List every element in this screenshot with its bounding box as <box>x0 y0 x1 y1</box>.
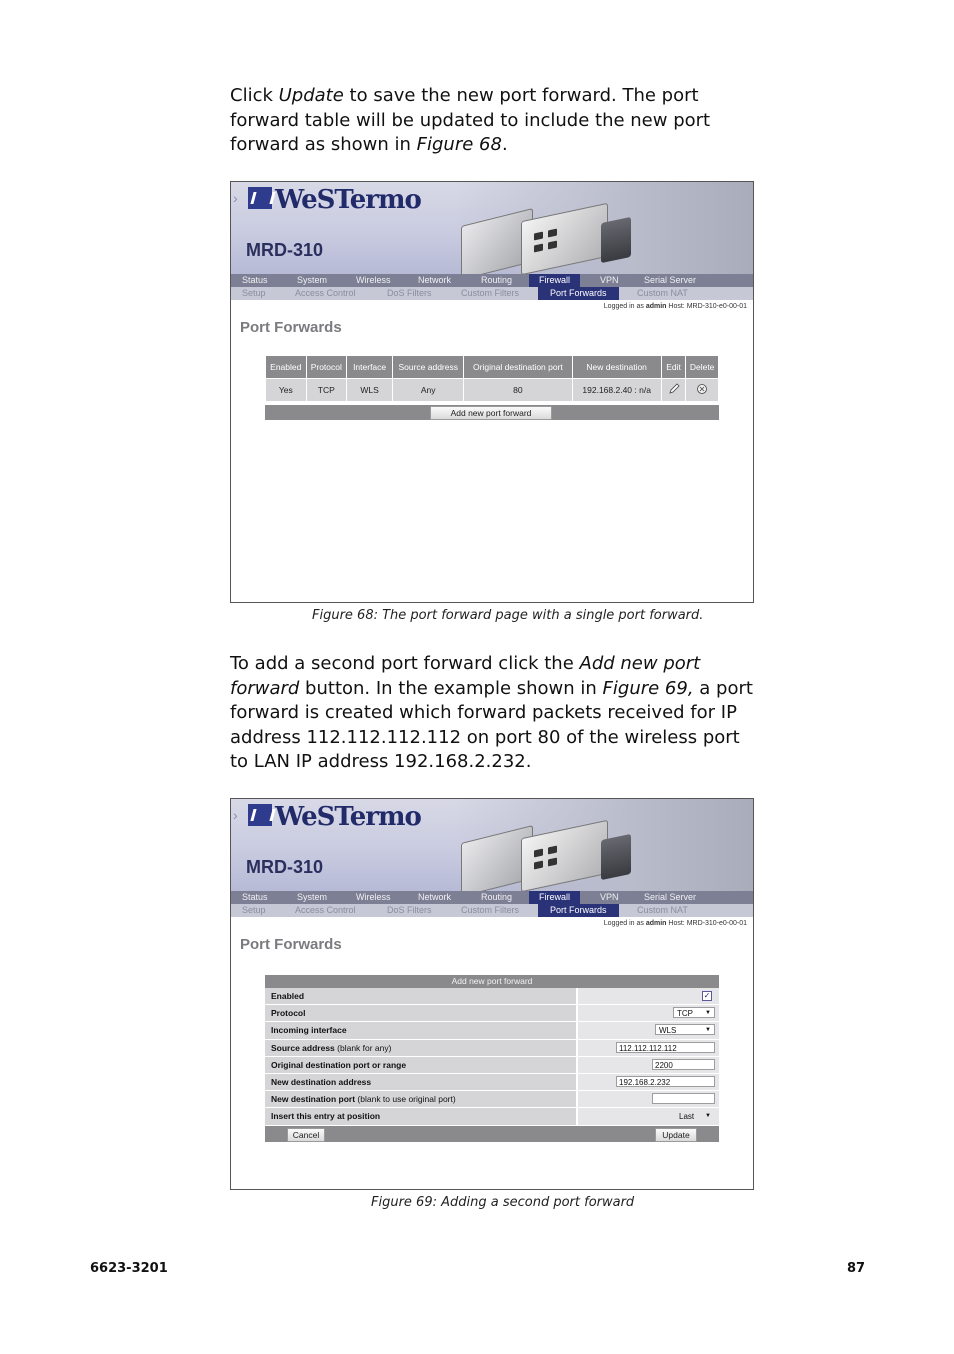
subnav-port-forwards[interactable]: Port Forwards <box>538 904 619 917</box>
nav-network[interactable]: Network <box>418 275 452 285</box>
form-row-source-address <box>265 1040 719 1057</box>
westermo-logo-icon <box>248 187 272 209</box>
nav-system[interactable]: System <box>297 275 328 285</box>
field-hint: (blank for any) <box>334 1042 392 1053</box>
figure-68-caption: Figure 68: The port forward page with a single port forward. <box>312 608 704 623</box>
intro-paragraph: Click Update to save the new port forward. The port forward table will be updated to include the new port forward as shown in Figure 68. <box>230 85 711 155</box>
figure-68-screenshot <box>230 181 754 603</box>
form-row-new-destination-port <box>265 1091 719 1108</box>
col-source-address: Source address <box>393 356 464 379</box>
nav-routing[interactable]: Routing <box>481 275 513 285</box>
nav-firewall[interactable]: Firewall <box>529 891 580 904</box>
cell-interface: WLS <box>347 379 393 402</box>
col-interface: Interface <box>347 356 393 379</box>
subnav-access-control[interactable]: Access Control <box>295 905 356 915</box>
col-original-destination-port: Original destination port <box>464 356 572 379</box>
login-status: Logged in as admin Host: MRD-310-e0-00-01 <box>603 920 747 927</box>
banner <box>231 182 753 274</box>
nav-serial-server[interactable]: Serial Server <box>644 892 697 902</box>
model-name: MRD-310 <box>246 240 324 260</box>
nav-vpn[interactable]: VPN <box>600 892 619 902</box>
source-address-input[interactable]: 112.112.112.112 <box>616 1042 715 1053</box>
subnav-custom-nat[interactable]: Custom NAT <box>637 905 688 915</box>
cell-enabled: Yes <box>266 379 307 402</box>
protocol-select[interactable]: TCP ▼ <box>673 1007 715 1018</box>
westermo-logo-icon <box>248 804 272 826</box>
nav-firewall[interactable]: Firewall <box>529 274 580 287</box>
field-label: New destination address <box>271 1076 372 1087</box>
add-new-port-forward-button[interactable]: Add new port forward <box>430 406 552 420</box>
update-button[interactable]: Update <box>655 1128 697 1142</box>
field-label: New destination port <box>271 1094 356 1105</box>
field-label: Incoming interface <box>271 1025 347 1036</box>
col-new-destination: New destination <box>572 356 661 379</box>
col-protocol: Protocol <box>306 356 347 379</box>
subnav-custom-filters[interactable]: Custom Filters <box>461 905 520 915</box>
figure-69-screenshot <box>230 798 754 1190</box>
form-row-insert-position <box>265 1108 719 1125</box>
subnav-dos-filters[interactable]: DoS Filters <box>387 905 432 915</box>
cell-original-destination-port: 80 <box>464 379 572 402</box>
chevron-down-icon: ▼ <box>705 1010 711 1017</box>
cell-protocol: TCP <box>306 379 347 402</box>
figure-69-caption: Figure 69: Adding a second port forward <box>371 1195 635 1210</box>
subnav-access-control[interactable]: Access Control <box>295 288 356 298</box>
sub-nav <box>231 287 753 300</box>
model-name: MRD-310 <box>246 857 324 877</box>
subnav-dos-filters[interactable]: DoS Filters <box>387 288 432 298</box>
position-select[interactable]: Last ▼ <box>679 1112 711 1122</box>
original-destination-port-input[interactable]: 2200 <box>652 1059 715 1070</box>
form-row-new-destination-address <box>265 1074 719 1091</box>
field-hint: (blank to use original port) <box>355 1094 456 1105</box>
field-label: Protocol <box>271 1008 306 1019</box>
sub-nav <box>231 904 753 917</box>
login-status: Logged in as admin Host: MRD-310-e0-00-01 <box>603 303 747 310</box>
page-title: Port Forwards <box>240 936 342 953</box>
field-label: Source address <box>271 1042 335 1053</box>
form-row-incoming-interface <box>265 1022 719 1039</box>
nav-status[interactable]: Status <box>242 892 268 902</box>
col-enabled: Enabled <box>266 356 307 379</box>
chevron-down-icon: ▼ <box>705 1027 711 1034</box>
nav-serial-server[interactable]: Serial Server <box>644 275 697 285</box>
edit-icon[interactable] <box>661 379 685 402</box>
document-number: 6623-3201 <box>90 1261 168 1276</box>
table-row <box>266 379 719 402</box>
cell-source-address: Any <box>393 379 464 402</box>
col-delete: Delete <box>686 356 719 379</box>
nav-system[interactable]: System <box>297 892 328 902</box>
logo: WeSTermo <box>275 185 421 215</box>
cell-new-destination: 192.168.2.40 : n/a <box>572 379 661 402</box>
subnav-setup[interactable]: Setup <box>242 288 266 298</box>
nav-wireless[interactable]: Wireless <box>356 892 391 902</box>
nav-wireless[interactable]: Wireless <box>356 275 391 285</box>
form-footer <box>265 1126 719 1142</box>
new-destination-port-input[interactable] <box>652 1093 715 1104</box>
subnav-custom-filters[interactable]: Custom Filters <box>461 288 520 298</box>
form-row-enabled <box>265 988 719 1005</box>
main-nav <box>231 891 753 904</box>
new-destination-address-input[interactable]: 192.168.2.232 <box>616 1076 715 1087</box>
interface-select[interactable]: WLS ▼ <box>655 1024 715 1035</box>
page-number: 87 <box>847 1261 866 1276</box>
logo: WeSTermo <box>275 802 421 832</box>
form-row-protocol <box>265 1005 719 1022</box>
field-label: Insert this entry at position <box>271 1111 381 1122</box>
port-forward-table <box>265 355 719 402</box>
device-image <box>601 834 631 880</box>
chevron-icon: › <box>233 190 238 206</box>
subnav-custom-nat[interactable]: Custom NAT <box>637 288 688 298</box>
subnav-port-forwards[interactable]: Port Forwards <box>538 287 619 300</box>
device-image <box>601 217 631 263</box>
subnav-setup[interactable]: Setup <box>242 905 266 915</box>
form-row-original-destination-port <box>265 1057 719 1074</box>
nav-routing[interactable]: Routing <box>481 892 513 902</box>
col-edit: Edit <box>661 356 685 379</box>
table-footer-bar <box>265 405 719 420</box>
enabled-checkbox[interactable]: ✓ <box>703 991 711 1000</box>
delete-icon[interactable] <box>686 379 719 402</box>
chevron-down-icon: ▼ <box>705 1113 711 1120</box>
nav-vpn[interactable]: VPN <box>600 275 619 285</box>
banner <box>231 799 753 891</box>
field-label: Original destination port or range <box>271 1059 407 1070</box>
table-header-row <box>266 356 719 379</box>
page-title: Port Forwards <box>240 319 342 336</box>
second-paragraph: To add a second port forward click the Add new port forward button. In the example shown in Figure 69, a port forward is created which forward packets received for IP address 112.112.112.112 on port 80 of the wireless port to LAN IP address 192.168.2.232. <box>230 653 753 772</box>
cancel-button[interactable]: Cancel <box>287 1128 325 1142</box>
chevron-icon: › <box>233 807 238 823</box>
add-port-forward-form <box>265 975 719 1142</box>
main-nav <box>231 274 753 287</box>
nav-status[interactable]: Status <box>242 275 268 285</box>
nav-network[interactable]: Network <box>418 892 452 902</box>
form-heading: Add new port forward <box>265 975 719 988</box>
field-label: Enabled <box>271 991 305 1001</box>
